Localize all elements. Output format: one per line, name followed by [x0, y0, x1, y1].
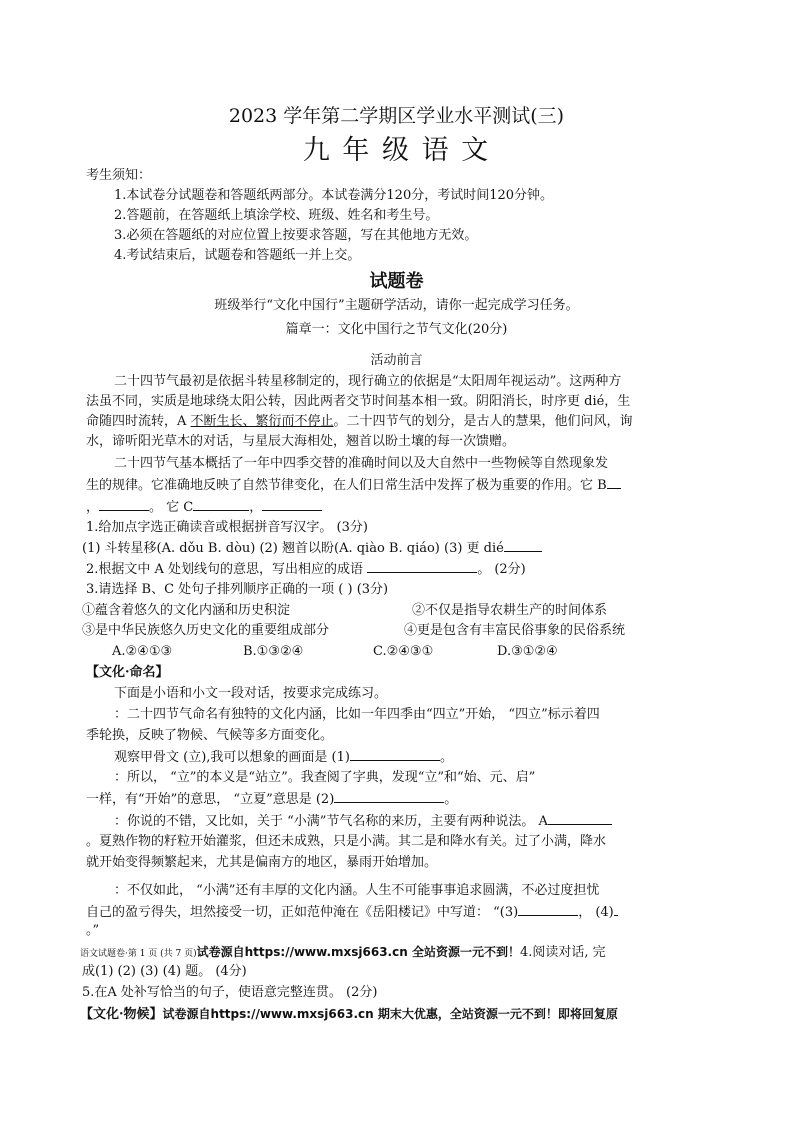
- notice-item-1: 1.本试卷分试题卷和答题纸两部分。本试卷满分120分，考试时间120分钟。: [114, 188, 554, 203]
- notice-heading: 考生须知：: [86, 168, 152, 183]
- blank-4[interactable]: [614, 902, 618, 916]
- blank-1[interactable]: [350, 747, 440, 761]
- q3-choice-a[interactable]: A.②④①③: [112, 644, 173, 659]
- blank-2[interactable]: [334, 789, 444, 803]
- dialog-4-line3: 就开始变得频繁起来，尤其是偏南方的地区，暴雨开始增加。: [86, 855, 438, 870]
- chapter-heading: 篇章一：文化中国行之节气文化(20分): [285, 322, 508, 337]
- q3-sentence-4: ④更是包含有丰富民俗事象的民俗系统: [404, 623, 626, 638]
- dialog-2-end: 。: [439, 750, 453, 765]
- footer-line-2: [80, 1003, 618, 1025]
- q2-answer-blank[interactable]: [367, 559, 477, 573]
- section-naming-heading: 【文化·命名】: [86, 665, 169, 680]
- q3-sentence-2: ②不仅是指导农耕生产的时间体系: [412, 603, 608, 618]
- q4-stem-cont: 成(1) (2) (3) (4) 题。 (4分): [82, 964, 247, 979]
- activity-intro: 班级举行“文化中国行”主题研学活动，请你一起完成学习任务。: [214, 298, 579, 313]
- footer-line: [80, 941, 606, 964]
- dialog-4-text: ：你说的不错，又比如，关于 “小满”节气名称的来历，主要有两种说法。 A: [114, 814, 548, 829]
- dialog-3-line2: [86, 789, 457, 810]
- underlined-phrase-a: 不断生长、繁衍而不停止: [190, 414, 334, 429]
- page-label: 语文试题卷·第 1 页 (共 7 页): [80, 949, 197, 959]
- q1-options-text: (1) 斗转星移(A. dǒu B. dòu) (2) 翘首以盼(A. qiào B. qiáo) (3) 更 dié: [82, 541, 504, 556]
- q1-blank-3[interactable]: [504, 538, 542, 552]
- para2-line2-text: 生的规律。它准确地反映了自然节律变化，在人们日常生活中发挥了极为重要的作用。它 B: [86, 478, 607, 493]
- para2-line2: [86, 475, 621, 496]
- dialog-5-line1: ：不仅如此， “小满”还有丰厚的文化内涵。人生不可能事事追求圆满，不必过度担忧: [114, 883, 600, 898]
- notice-item-2: 2.答题前，在答题纸上填涂学校、班级、姓名和考生号。: [114, 208, 439, 223]
- q3-sentence-1: ①蕴含着悠久的文化内涵和历史积淀: [82, 603, 291, 618]
- dialog-5-mid: ， (4): [578, 905, 614, 920]
- dialog-4-line1: [114, 811, 612, 832]
- section-phenology-heading: 【文化·物候】: [80, 1007, 163, 1022]
- blank-c-2[interactable]: [262, 497, 322, 511]
- para1-line3-start: 命随四时流转，A: [86, 414, 191, 429]
- paper-heading: 试题卷: [369, 271, 424, 292]
- q3-choice-c[interactable]: C.②④③①: [373, 644, 434, 659]
- q3-sentence-3: ③是中华民族悠久历史文化的重要组成部分: [82, 623, 330, 638]
- watermark-2: 试卷源自https://www.mxsj663.cn 期末大优惠，全站资源一元不到！即将回复原: [162, 1007, 618, 1021]
- notice-item-4: 4.考试结束后，试题卷和答题纸一并上交。: [114, 248, 361, 263]
- dialog-5-line2: [86, 902, 618, 923]
- dialog-1-line1: ：二十四节气命名有独特的文化内涵，比如一年四季由“四立”开始， “四立”标示着四: [114, 707, 600, 722]
- dialog-3-text: 一样，有“开始”的意思， “立夏”意思是 (2): [86, 792, 335, 807]
- dialog-1-line2: 季轮换，反映了物候、气候等多方面变化。: [86, 728, 334, 743]
- preface-title: 活动前言: [370, 353, 423, 368]
- dialog-4-line2: 。夏熟作物的籽粒开始灌浆，但还未成熟，只是小满。其二是和降水有关。过了小满，降水: [86, 834, 607, 849]
- para2-line3-b: 。 它 C: [149, 500, 194, 515]
- naming-intro: 下面是小语和小文一段对话，按要求完成练习。: [114, 686, 388, 701]
- watermark-1: 试卷源自https://www.mxsj663.cn 全站资源一元不到！: [196, 945, 520, 959]
- blank-3[interactable]: [518, 902, 578, 916]
- para2-line3: [86, 497, 322, 518]
- notice-item-3: 3.必须在答题纸的对应位置上按要求答题，写在其他地方无效。: [114, 228, 478, 243]
- dialog-2-text: 观察甲骨文 (立),我可以想象的画面是 (1): [114, 750, 350, 765]
- q1-stem: 1.给加点字选正确读音或根据拼音写汉字。 (3分): [86, 520, 368, 535]
- para2-line3-c: ，: [249, 500, 263, 515]
- q2-score: 。 (2分): [477, 562, 526, 577]
- dialog-3-end: 。: [444, 792, 458, 807]
- dialog-5-text: 自己的盈亏得失，坦然接受一切，正如范仲淹在《岳阳楼记》中写道： “(3): [86, 905, 519, 920]
- subject-title: 九 年 级 语 文: [302, 135, 491, 166]
- dialog-2-line: [114, 747, 453, 768]
- q3-stem: 3.请选择 B、C 处句子排列顺序正确的一项 ( ) (3分): [86, 582, 389, 597]
- para1-line2: 法虽不同，实质是地球绕太阳公转，因此两者交节时间基本相一致。阴阳消长，时序更 dié，生: [86, 394, 631, 409]
- para2-line1: 二十四节气基本概括了一年中四季交替的准确时间以及大自然中一些物候等自然现象发: [114, 456, 609, 471]
- blank-c-1[interactable]: [193, 497, 249, 511]
- blank-b-start[interactable]: [607, 475, 621, 489]
- para1-line3: [86, 412, 633, 432]
- q5-stem: 5.在A 处补写恰当的句子，使语意完整连贯。 (2分): [82, 985, 378, 1000]
- q3-choice-b[interactable]: B.①③②④: [243, 644, 304, 659]
- para1-line1: 二十四节气最初是依据斗转星移制定的，现行确立的依据是“太阳周年视运动”。这两种方: [114, 374, 622, 389]
- q2-line: [86, 559, 526, 580]
- q3-choice-d[interactable]: D.③①②④: [497, 644, 558, 659]
- dialog-3-line1: ：所以， “立”的本义是“站立”。我查阅了字典，发现“立”和“始、元、启”: [114, 770, 536, 785]
- para1-line3-end: 。二十四节气的划分，是古人的慧果，他们问风，询: [333, 414, 633, 429]
- q4-stem-start: 4.阅读对话, 完: [519, 945, 606, 960]
- dialog-5-line3: 。”: [86, 923, 100, 938]
- para1-line4: 水，谛听阳光草木的对话，与星辰大海相处，翘首以盼土壤的每一次馈赠。: [86, 434, 516, 449]
- q2-stem: 2.根据文中 A 处划线句的意思，写出相应的成语: [86, 562, 364, 577]
- blank-b-end[interactable]: [99, 497, 149, 511]
- blank-a[interactable]: [548, 811, 612, 825]
- q1-options: [82, 538, 542, 559]
- para2-line3-a: ，: [86, 500, 100, 515]
- exam-title: 2023 学年第二学期区学业水平测试(三): [228, 105, 565, 127]
